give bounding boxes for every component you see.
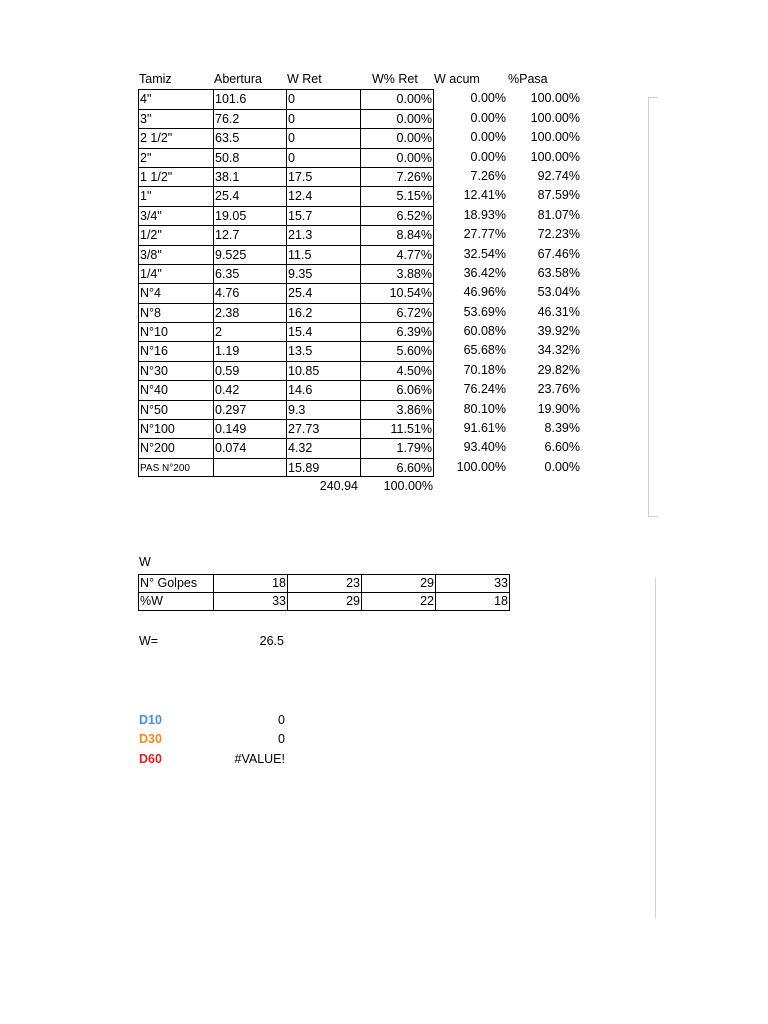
cell-w-ret[interactable]: 12.4 [286, 186, 360, 205]
cell-tamiz[interactable]: 2" [138, 148, 213, 167]
cell-w-acum[interactable]: 32.54% [463, 246, 506, 261]
sieve-row [138, 148, 582, 167]
cell-abertura[interactable]: 63.5 [213, 128, 286, 147]
sieve-row [138, 303, 582, 322]
cell-tamiz[interactable]: 4" [138, 89, 213, 108]
sieve-row [138, 245, 582, 264]
cell-tamiz[interactable]: N°50 [138, 400, 213, 419]
sieve-row [138, 109, 582, 128]
cell-tamiz[interactable]: 3/4" [138, 206, 213, 225]
cell-pct-pasa[interactable]: 34.32% [537, 343, 580, 358]
d10-row [139, 711, 285, 730]
d30-row [139, 730, 285, 749]
moisture-table [138, 574, 510, 611]
cell-abertura[interactable] [213, 458, 286, 477]
cell-w-pct-ret[interactable]: 0.00% [360, 128, 434, 147]
cell-tamiz[interactable]: N°8 [138, 303, 213, 322]
cell-pct-pasa[interactable]: 100.00% [530, 149, 580, 164]
cell-w-acum[interactable]: 60.08% [463, 324, 506, 339]
cell-abertura[interactable]: 2 [213, 322, 286, 341]
d30-label[interactable]: D30 [139, 732, 162, 747]
totals-empty-cell[interactable] [138, 477, 213, 496]
cell-w-acum[interactable]: 80.10% [463, 401, 506, 416]
header-w-pct-ret[interactable]: W% Ret [372, 72, 418, 86]
d-values [139, 711, 285, 769]
cell-abertura[interactable]: 0.297 [213, 400, 286, 419]
w-value[interactable]: 29 [288, 593, 362, 611]
cell-w-ret[interactable]: 4.32 [286, 438, 360, 457]
cell-abertura[interactable]: 76.2 [213, 109, 286, 128]
cell-w-ret[interactable]: 9.35 [286, 264, 360, 283]
sieve-row [138, 361, 582, 380]
d10-label[interactable]: D10 [139, 713, 162, 727]
cell-w-ret[interactable]: 15.89 [286, 458, 360, 477]
sieve-row [138, 128, 582, 147]
cell-pct-pasa[interactable]: 67.46% [537, 246, 580, 261]
sieve-row [138, 89, 582, 108]
w-value[interactable]: 22 [362, 593, 436, 611]
header-w-acum[interactable]: W acum [434, 72, 480, 86]
cell-abertura[interactable]: 101.6 [213, 89, 286, 108]
cell-w-ret[interactable]: 10.85 [286, 361, 360, 380]
cell-pct-pasa[interactable]: 100.00% [530, 130, 580, 145]
w-value[interactable]: 18 [436, 593, 510, 611]
cell-w-pct-ret[interactable]: 6.60% [360, 458, 434, 477]
cell-w-pct-ret[interactable]: 7.26% [360, 167, 434, 186]
cell-w-acum[interactable]: 0.00% [470, 130, 506, 145]
w-row [139, 593, 510, 611]
cell-w-acum[interactable]: 7.26% [470, 168, 506, 183]
cell-abertura[interactable]: 19.05 [213, 206, 286, 225]
sieve-row [138, 225, 582, 244]
golpes-row [139, 575, 510, 593]
cell-abertura[interactable]: 2.38 [213, 303, 286, 322]
header-w-ret[interactable]: W Ret [287, 72, 322, 86]
moisture-result-value[interactable]: 26.5 [259, 634, 284, 648]
cell-w-acum[interactable]: 65.68% [463, 343, 506, 358]
cell-w-acum[interactable]: 36.42% [463, 265, 506, 280]
sieve-row [138, 341, 582, 360]
sieve-row [138, 206, 582, 225]
cell-pct-pasa[interactable]: 29.82% [537, 362, 580, 377]
chart-frame-edge [655, 578, 657, 918]
cell-w-pct-ret[interactable]: 11.51% [360, 419, 434, 438]
cell-w-acum[interactable]: 12.41% [463, 188, 506, 203]
sieve-row [138, 264, 582, 283]
cell-abertura[interactable]: 12.7 [213, 225, 286, 244]
cell-w-ret[interactable]: 0 [286, 109, 360, 128]
d10-value[interactable]: 0 [278, 713, 285, 727]
cell-abertura[interactable]: 38.1 [213, 167, 286, 186]
golpes-label[interactable]: N° Golpes [139, 575, 214, 593]
cell-pct-pasa[interactable]: 100.00% [530, 110, 580, 125]
cell-abertura[interactable]: 0.074 [213, 438, 286, 457]
golpes-value[interactable]: 29 [362, 575, 436, 593]
cell-w-pct-ret[interactable]: 5.60% [360, 341, 434, 360]
golpes-value[interactable]: 18 [214, 575, 288, 593]
golpes-value[interactable]: 33 [436, 575, 510, 593]
cell-w-ret[interactable]: 11.5 [286, 245, 360, 264]
sieve-totals-row [138, 477, 582, 496]
cell-w-pct-ret[interactable]: 0.00% [360, 89, 434, 108]
cell-w-ret[interactable]: 25.4 [286, 283, 360, 302]
d60-label[interactable]: D60 [139, 751, 162, 766]
cell-w-pct-ret[interactable]: 4.50% [360, 361, 434, 380]
cell-abertura[interactable]: 9.525 [213, 245, 286, 264]
sieve-row [138, 186, 582, 205]
cell-w-ret[interactable]: 15.7 [286, 206, 360, 225]
cell-pct-pasa[interactable]: 8.39% [544, 421, 580, 436]
cell-w-acum[interactable]: 0.00% [470, 149, 506, 164]
cell-w-pct-ret[interactable]: 0.00% [360, 148, 434, 167]
cell-w-pct-ret[interactable]: 5.15% [360, 186, 434, 205]
cell-w-ret[interactable]: 14.6 [286, 380, 360, 399]
cell-w-pct-ret[interactable]: 1.79% [360, 438, 434, 457]
sieve-rows [138, 89, 582, 477]
moisture-result-label[interactable]: W= [139, 634, 159, 648]
sieve-header-row [138, 70, 582, 89]
cell-w-pct-ret[interactable]: 10.54% [360, 283, 434, 302]
cell-abertura[interactable]: 0.42 [213, 380, 286, 399]
cell-w-acum[interactable]: 70.18% [463, 362, 506, 377]
cell-pct-pasa[interactable]: 100.00% [530, 91, 580, 106]
sieve-row [138, 283, 582, 302]
moisture-title[interactable]: W [139, 555, 151, 569]
cell-tamiz[interactable]: N°16 [138, 341, 213, 360]
cell-w-acum[interactable]: 100.00% [456, 459, 506, 474]
sieve-row [138, 167, 582, 186]
cell-w-pct-ret[interactable]: 6.06% [360, 380, 434, 399]
cell-pct-pasa[interactable]: 46.31% [537, 304, 580, 319]
sieve-row [138, 438, 582, 457]
cell-pct-pasa[interactable]: 19.90% [537, 401, 580, 416]
d60-value[interactable]: #VALUE! [234, 751, 285, 766]
sieve-row [138, 322, 582, 341]
w-label[interactable]: %W [139, 593, 214, 611]
cell-pct-pasa[interactable]: 72.23% [537, 227, 580, 242]
header-tamiz[interactable]: Tamiz [139, 72, 172, 86]
cell-pct-pasa[interactable]: 39.92% [537, 324, 580, 339]
cell-w-pct-ret[interactable]: 6.39% [360, 322, 434, 341]
cell-tamiz[interactable]: 3" [138, 109, 213, 128]
cell-w-ret[interactable]: 9.3 [286, 400, 360, 419]
cell-abertura[interactable]: 6.35 [213, 264, 286, 283]
cell-abertura[interactable]: 50.8 [213, 148, 286, 167]
sieve-row [138, 458, 582, 477]
cell-w-pct-ret[interactable]: 3.88% [360, 264, 434, 283]
cell-w-acum[interactable]: 0.00% [470, 110, 506, 125]
cell-w-acum[interactable]: 46.96% [463, 285, 506, 300]
cell-w-pct-ret[interactable]: 0.00% [360, 109, 434, 128]
cell-pct-pasa[interactable]: 87.59% [537, 188, 580, 203]
cell-w-pct-ret[interactable]: 6.72% [360, 303, 434, 322]
cell-w-ret[interactable]: 13.5 [286, 341, 360, 360]
cell-tamiz[interactable]: N°30 [138, 361, 213, 380]
cell-w-ret[interactable]: 27.73 [286, 419, 360, 438]
cell-w-ret[interactable]: 21.3 [286, 225, 360, 244]
cell-tamiz[interactable]: N°200 [138, 438, 213, 457]
cell-abertura[interactable]: 25.4 [213, 186, 286, 205]
cell-w-ret[interactable]: 0 [286, 148, 360, 167]
cell-w-acum[interactable]: 91.61% [463, 421, 506, 436]
cell-tamiz[interactable]: 1" [138, 186, 213, 205]
cell-abertura[interactable]: 0.149 [213, 419, 286, 438]
d30-value[interactable]: 0 [278, 732, 285, 747]
cell-pct-pasa[interactable]: 23.76% [537, 382, 580, 397]
cell-w-acum[interactable]: 0.00% [470, 91, 506, 106]
header-pct-pasa[interactable]: %Pasa [508, 72, 548, 86]
cell-tamiz[interactable]: N°4 [138, 283, 213, 302]
cell-tamiz[interactable]: 1 1/2" [138, 167, 213, 186]
cell-w-ret[interactable]: 0 [286, 89, 360, 108]
cell-tamiz[interactable]: 1/4" [138, 264, 213, 283]
cell-w-acum[interactable]: 76.24% [463, 382, 506, 397]
cell-pct-pasa[interactable]: 92.74% [537, 168, 580, 183]
cell-pct-pasa[interactable]: 63.58% [537, 265, 580, 280]
cell-abertura[interactable]: 4.76 [213, 283, 286, 302]
cell-w-ret[interactable]: 15.4 [286, 322, 360, 341]
cell-abertura[interactable]: 1.19 [213, 341, 286, 360]
cell-w-acum[interactable]: 93.40% [463, 440, 506, 455]
cell-w-ret[interactable]: 17.5 [286, 167, 360, 186]
cell-pct-pasa[interactable]: 6.60% [544, 440, 580, 455]
cell-pct-pasa[interactable]: 53.04% [537, 285, 580, 300]
cell-tamiz[interactable]: PAS N°200 [138, 458, 213, 477]
w-value[interactable]: 33 [214, 593, 288, 611]
cell-w-ret[interactable]: 0 [286, 128, 360, 147]
cell-pct-pasa[interactable]: 81.07% [537, 207, 580, 222]
d60-row [139, 750, 285, 769]
moisture-result [139, 634, 284, 648]
cell-w-pct-ret[interactable]: 4.77% [360, 245, 434, 264]
chart-frame-edge [648, 97, 658, 517]
sieve-row [138, 419, 582, 438]
golpes-value[interactable]: 23 [288, 575, 362, 593]
total-w-pct[interactable]: 100.00% [383, 479, 433, 494]
totals-empty-cell[interactable] [213, 477, 286, 496]
cell-tamiz[interactable]: N°40 [138, 380, 213, 399]
cell-w-pct-ret[interactable]: 6.52% [360, 206, 434, 225]
header-abertura[interactable]: Abertura [214, 72, 262, 86]
cell-pct-pasa[interactable]: 0.00% [544, 459, 580, 474]
cell-w-pct-ret[interactable]: 8.84% [360, 225, 434, 244]
cell-abertura[interactable]: 0.59 [213, 361, 286, 380]
cell-tamiz[interactable]: 1/2" [138, 225, 213, 244]
cell-w-acum[interactable]: 27.77% [463, 227, 506, 242]
cell-w-ret[interactable]: 16.2 [286, 303, 360, 322]
cell-tamiz[interactable]: 2 1/2" [138, 128, 213, 147]
cell-tamiz[interactable]: N°10 [138, 322, 213, 341]
cell-w-acum[interactable]: 18.93% [463, 207, 506, 222]
sieve-row [138, 380, 582, 399]
sieve-row [138, 400, 582, 419]
cell-w-pct-ret[interactable]: 3.86% [360, 400, 434, 419]
cell-w-acum[interactable]: 53.69% [463, 304, 506, 319]
sieve-analysis-table [138, 70, 582, 497]
total-w-ret[interactable]: 240.94 [319, 479, 358, 494]
cell-tamiz[interactable]: 3/8" [138, 245, 213, 264]
cell-tamiz[interactable]: N°100 [138, 419, 213, 438]
